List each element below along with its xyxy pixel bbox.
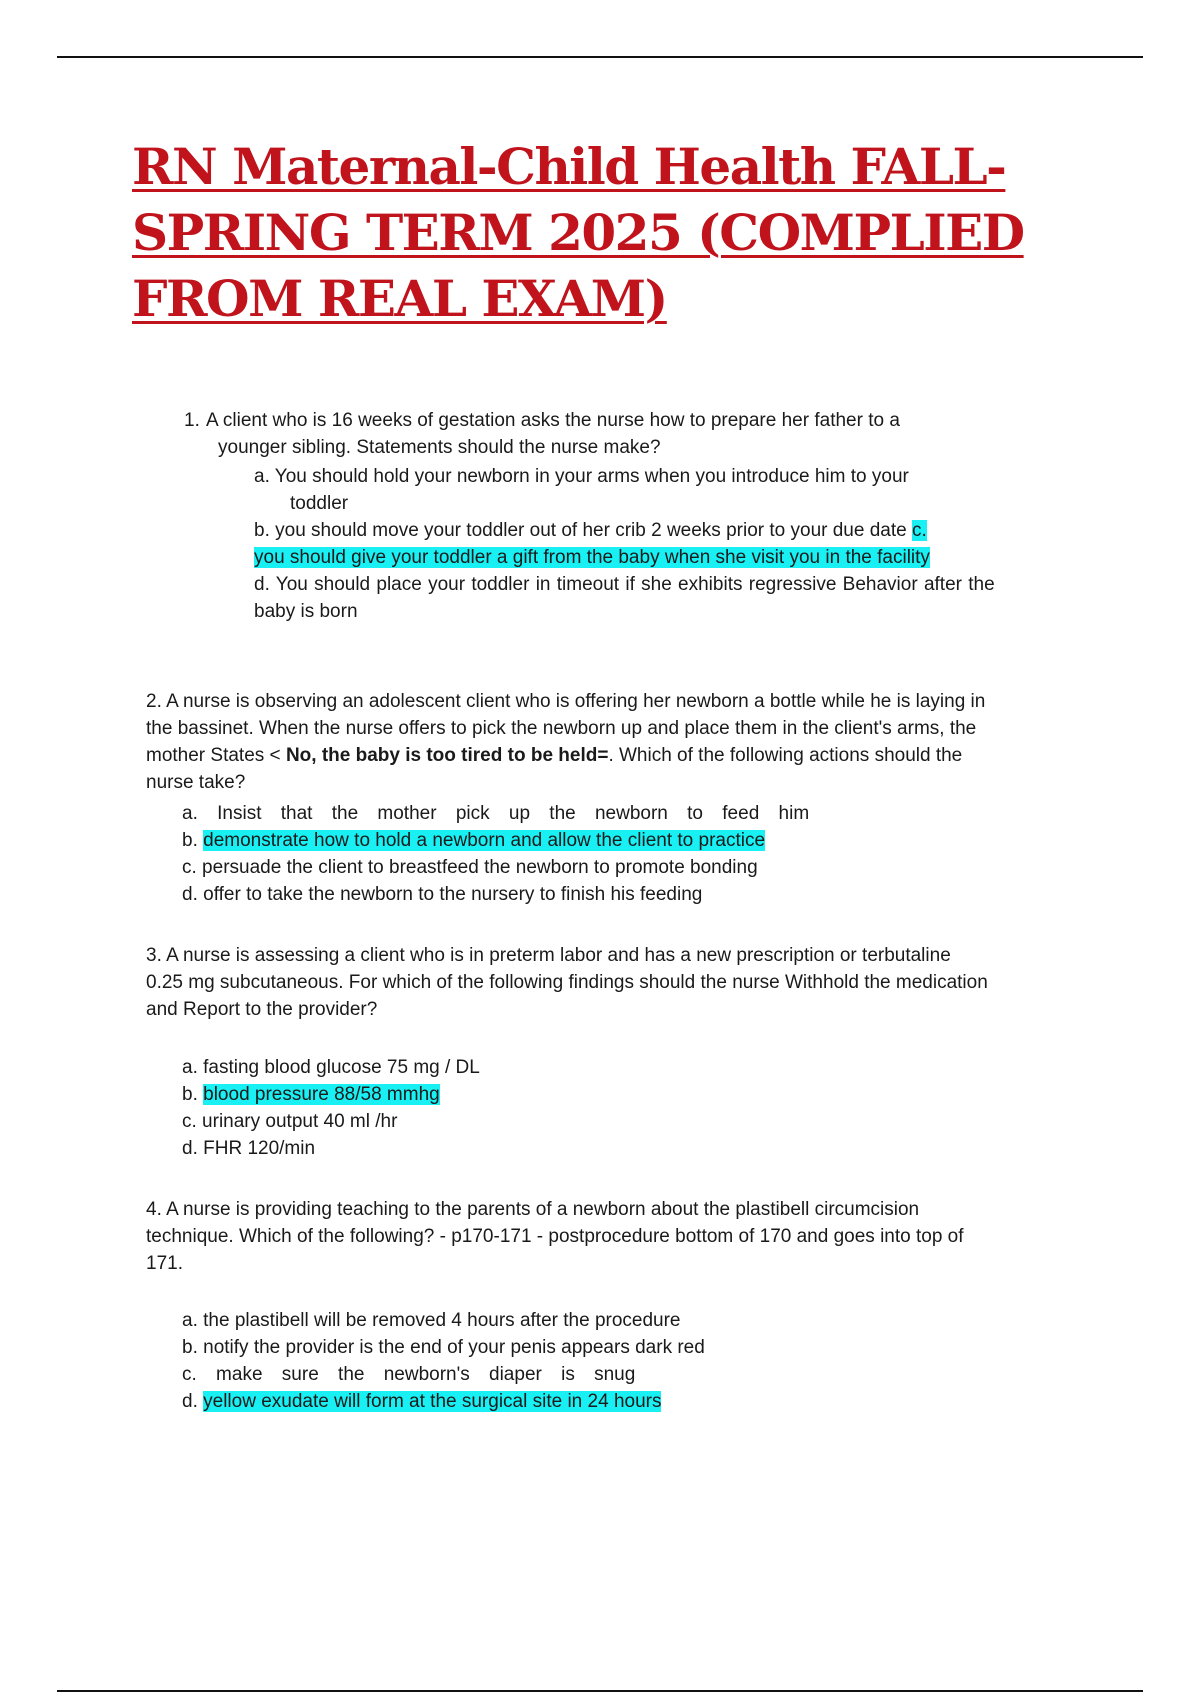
question-3-line-2: 0.25 mg subcutaneous. For which of the following findings should the nurse Withhold the medication <box>146 972 988 993</box>
question-1-line-2: younger sibling. Statements should the nurse make? <box>218 437 661 458</box>
question-1-line-1 <box>184 407 1004 434</box>
question-4-option-d-answer: yellow exudate will form at the surgical site in 24 hours <box>203 1391 662 1412</box>
question-3-option-a: a. fasting blood glucose 75 mg / DL <box>182 1057 480 1078</box>
bottom-rule <box>57 1690 1143 1692</box>
question-2-line-3-pre: mother States < <box>146 745 281 766</box>
question-1-option-c-answer: you should give your toddler a gift from the baby when she visit you in the facility <box>254 547 930 568</box>
question-3-stem <box>146 942 1084 1023</box>
question-2-line-3-post: . Which of the following actions should the <box>608 745 963 766</box>
question-4-options <box>182 1307 1042 1415</box>
question-1-stem <box>184 407 1004 461</box>
question-3-option-b-answer: blood pressure 88/58 mmhg <box>203 1084 440 1105</box>
question-1-number: 1. <box>184 410 200 431</box>
question-1-text: A client who is 16 weeks of gestation asks the nurse how to prepare her father to a <box>206 410 900 431</box>
question-2-line-4: nurse take? <box>146 772 246 793</box>
question-1-option-b-text: b. you should move your toddler out of her crib 2 weeks prior to your due date <box>254 520 907 541</box>
question-4-option-d <box>182 1388 1042 1415</box>
question-3-option-c: c. urinary output 40 ml /hr <box>182 1111 398 1132</box>
question-4-line-2: technique. Which of the following? - p170-171 - postprocedure bottom of 170 and goes into top of <box>146 1226 964 1247</box>
question-2-options <box>182 800 1042 908</box>
question-3-option-d: d. FHR 120/min <box>182 1138 316 1159</box>
question-3-options <box>182 1054 1042 1162</box>
question-4-option-a: a. the plastibell will be removed 4 hours after the procedure <box>182 1310 681 1331</box>
question-2-option-d: d. offer to take the newborn to the nursery to finish his feeding <box>182 884 703 905</box>
question-3-option-b-letter: b. <box>182 1084 198 1105</box>
question-2-option-a: a. Insist that the mother pick up the newborn to feed him <box>182 803 810 824</box>
question-4-line-1: 4. A nurse is providing teaching to the parents of a newborn about the plastibell circumcision <box>146 1199 920 1220</box>
question-3-line-3: and Report to the provider? <box>146 999 378 1020</box>
question-2-stem <box>146 688 1084 796</box>
question-2-quote: No, the baby is too tired to be held= <box>285 745 609 766</box>
question-2-option-b-letter: b. <box>182 830 198 851</box>
question-4-option-c: c. make sure the newborn's diaper is snug <box>182 1364 636 1385</box>
question-1-option-a-cont: toddler <box>290 493 349 514</box>
question-1-option-d-cont: baby is born <box>254 601 358 622</box>
question-2-line-2: the bassinet. When the nurse offers to pick the newborn up and place them in the client's arms, the <box>146 718 977 739</box>
document-title: RN Maternal-Child Health FALL-SPRING TERM 2025 (COMPLIED FROM REAL EXAM) <box>132 137 1024 328</box>
question-1-option-c <box>254 544 1104 571</box>
question-3-line-1: 3. A nurse is assessing a client who is in preterm labor and has a new prescription or terbutaline <box>146 945 951 966</box>
question-1-option-d: d. You should place your toddler in timeout if she exhibits regressive Behavior after the <box>254 574 995 595</box>
question-4-line-3: 171. <box>146 1253 183 1274</box>
question-2-option-b <box>182 827 1042 854</box>
question-2-option-c: c. persuade the client to breastfeed the newborn to promote bonding <box>182 857 758 878</box>
question-2-option-b-answer: demonstrate how to hold a newborn and allow the client to practice <box>203 830 766 851</box>
question-2-line-3 <box>146 742 1084 769</box>
question-1-option-a: a. You should hold your newborn in your arms when you introduce him to your <box>254 466 909 487</box>
top-rule <box>57 56 1143 58</box>
question-2-line-1: 2. A nurse is observing an adolescent client who is offering her newborn a bottle while he is laying in <box>146 691 986 712</box>
question-4-option-b: b. notify the provider is the end of your penis appears dark red <box>182 1337 705 1358</box>
question-3-option-b <box>182 1081 1042 1108</box>
question-1-option-c-letter: c. <box>911 520 927 541</box>
question-4-stem <box>146 1196 1084 1277</box>
question-4-option-d-letter: d. <box>182 1391 198 1412</box>
question-1-option-b <box>254 517 1104 544</box>
question-1-options <box>254 463 1104 625</box>
